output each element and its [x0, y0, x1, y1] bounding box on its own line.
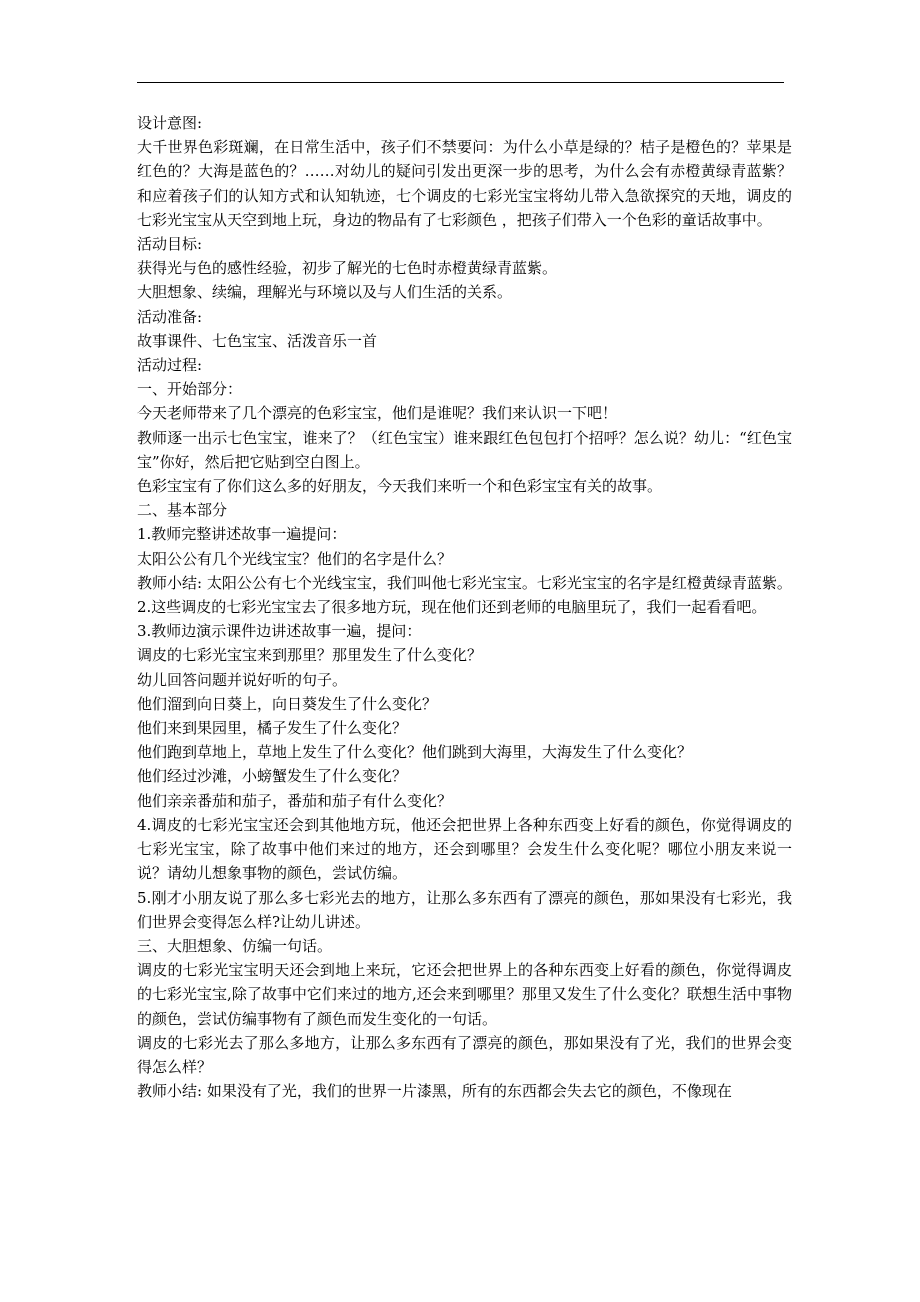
goal-item: 获得光与色的感性经验，初步了解光的七色时赤橙黄绿青蓝紫。	[137, 259, 558, 278]
step-item: 4.调皮的七彩光宝宝还会到其他地方玩，他还会把世界上各种东西变上好看的颜色，你觉得调皮的七彩光宝宝，除了故事中他们来过的地方，还会到哪里？会发生什么变化呢？哪位小朋友来说一说？请幼儿想象事物的颜色，尝试仿编。	[137, 815, 792, 883]
heading-activity-preparation: 活动准备:	[137, 307, 203, 326]
question-item: 他们跑到草地上，草地上发生了什么变化？他们跳到大海里，大海发生了什么变化？	[137, 743, 693, 762]
section-heading-part-one: 一、开始部分：	[137, 380, 243, 399]
step-item: 1.教师完整讲述故事一遍提问：	[137, 525, 347, 544]
question-item: 太阳公公有几个光线宝宝？他们的名字是什么？	[137, 549, 453, 568]
document-body	[137, 111, 792, 1103]
heading-design-intent: 设计意图:	[137, 114, 203, 132]
paragraph: 幼儿回答问题并说好听的句子。	[137, 670, 348, 689]
teacher-summary: 教师小结: 太阳公公有七个光线宝宝，我们叫他七彩光宝宝。七彩光宝宝的名字是红橙黄绿青蓝紫。	[137, 573, 792, 592]
heading-activity-goals: 活动目标:	[137, 235, 203, 254]
paragraph: 调皮的七彩光宝宝明天还会到地上来玩，它还会把世界上的各种东西变上好看的颜色，你觉得调皮的七彩光宝宝,除了故事中它们来过的地方,还会来到哪里？那里又发生了什么变化？联想生活中事物的颜色，尝试仿编事物有了颜色而发生变化的一句话。	[137, 961, 792, 1028]
preparation-text: 故事课件、七色宝宝、活泼音乐一首	[137, 331, 378, 350]
paragraph: 今天老师带来了几个漂亮的色彩宝宝，他们是谁呢？我们来认识一下吧！	[137, 404, 618, 423]
question-item: 他们溜到向日葵上，向日葵发生了什么变化？	[137, 694, 438, 713]
paragraph: 色彩宝宝有了你们这么多的好朋友，今天我们来听一个和色彩宝宝有关的故事。	[137, 477, 663, 496]
goal-item: 大胆想象、续编，理解光与环境以及与人们生活的关系。	[137, 283, 513, 302]
paragraph-design-intent: 大千世界色彩斑斓，在日常生活中，孩子们不禁要问：为什么小草是绿的？桔子是橙色的？苹果是红色的？大海是蓝色的？……对幼儿的疑问引发出更深一步的思考，为什么会有赤橙黄绿青蓝紫？和应着孩子们的认知方式和认知轨迹，七个调皮的七彩光宝宝将幼儿带入急欲探究的天地，调皮的七彩光宝宝从天空到地上玩，身边的物品有了七彩颜色 ，把孩子们带入一个色彩的童话故事中。	[137, 138, 792, 229]
paragraph: 教师逐一出示七色宝宝，谁来了？（红色宝宝）谁来跟红色包包打个招呼？怎么说？幼儿：“红色宝宝”你好，然后把它贴到空白图上。	[137, 428, 792, 471]
question-item: 他们亲亲番茄和茄子，番茄和茄子有什么变化？	[137, 791, 453, 810]
heading-activity-process: 活动过程:	[137, 356, 203, 375]
section-heading-part-two: 二、基本部分	[137, 501, 228, 520]
section-heading-part-three: 三、大胆想象、仿编一句话。	[137, 936, 333, 955]
question-item: 他们来到果园里，橘子发生了什么变化？	[137, 719, 408, 738]
paragraph: 调皮的七彩光去了那么多地方，让那么多东西有了漂亮的颜色，那如果没有了光，我们的世界会变得怎么样？	[137, 1033, 792, 1076]
step-item: 3.教师边演示课件边讲述故事一遍，提问：	[137, 622, 422, 641]
step-item: 5.刚才小朋友说了那么多七彩光去的地方，让那么多东西有了漂亮的颜色，那如果没有七彩光，我们世界会变得怎么样?让幼儿讲述。	[137, 888, 792, 931]
teacher-summary: 教师小结: 如果没有了光，我们的世界一片漆黑，所有的东西都会失去它的颜色，不像现在	[137, 1082, 732, 1101]
step-item: 2.这些调皮的七彩光宝宝去了很多地方玩，现在他们还到老师的电脑里玩了，我们一起看看吧。	[137, 598, 767, 617]
question-item: 他们经过沙滩，小螃蟹发生了什么变化？	[137, 767, 408, 786]
header-rule	[137, 82, 784, 83]
question-item: 调皮的七彩光宝宝来到那里？那里发生了什么变化？	[137, 646, 483, 665]
